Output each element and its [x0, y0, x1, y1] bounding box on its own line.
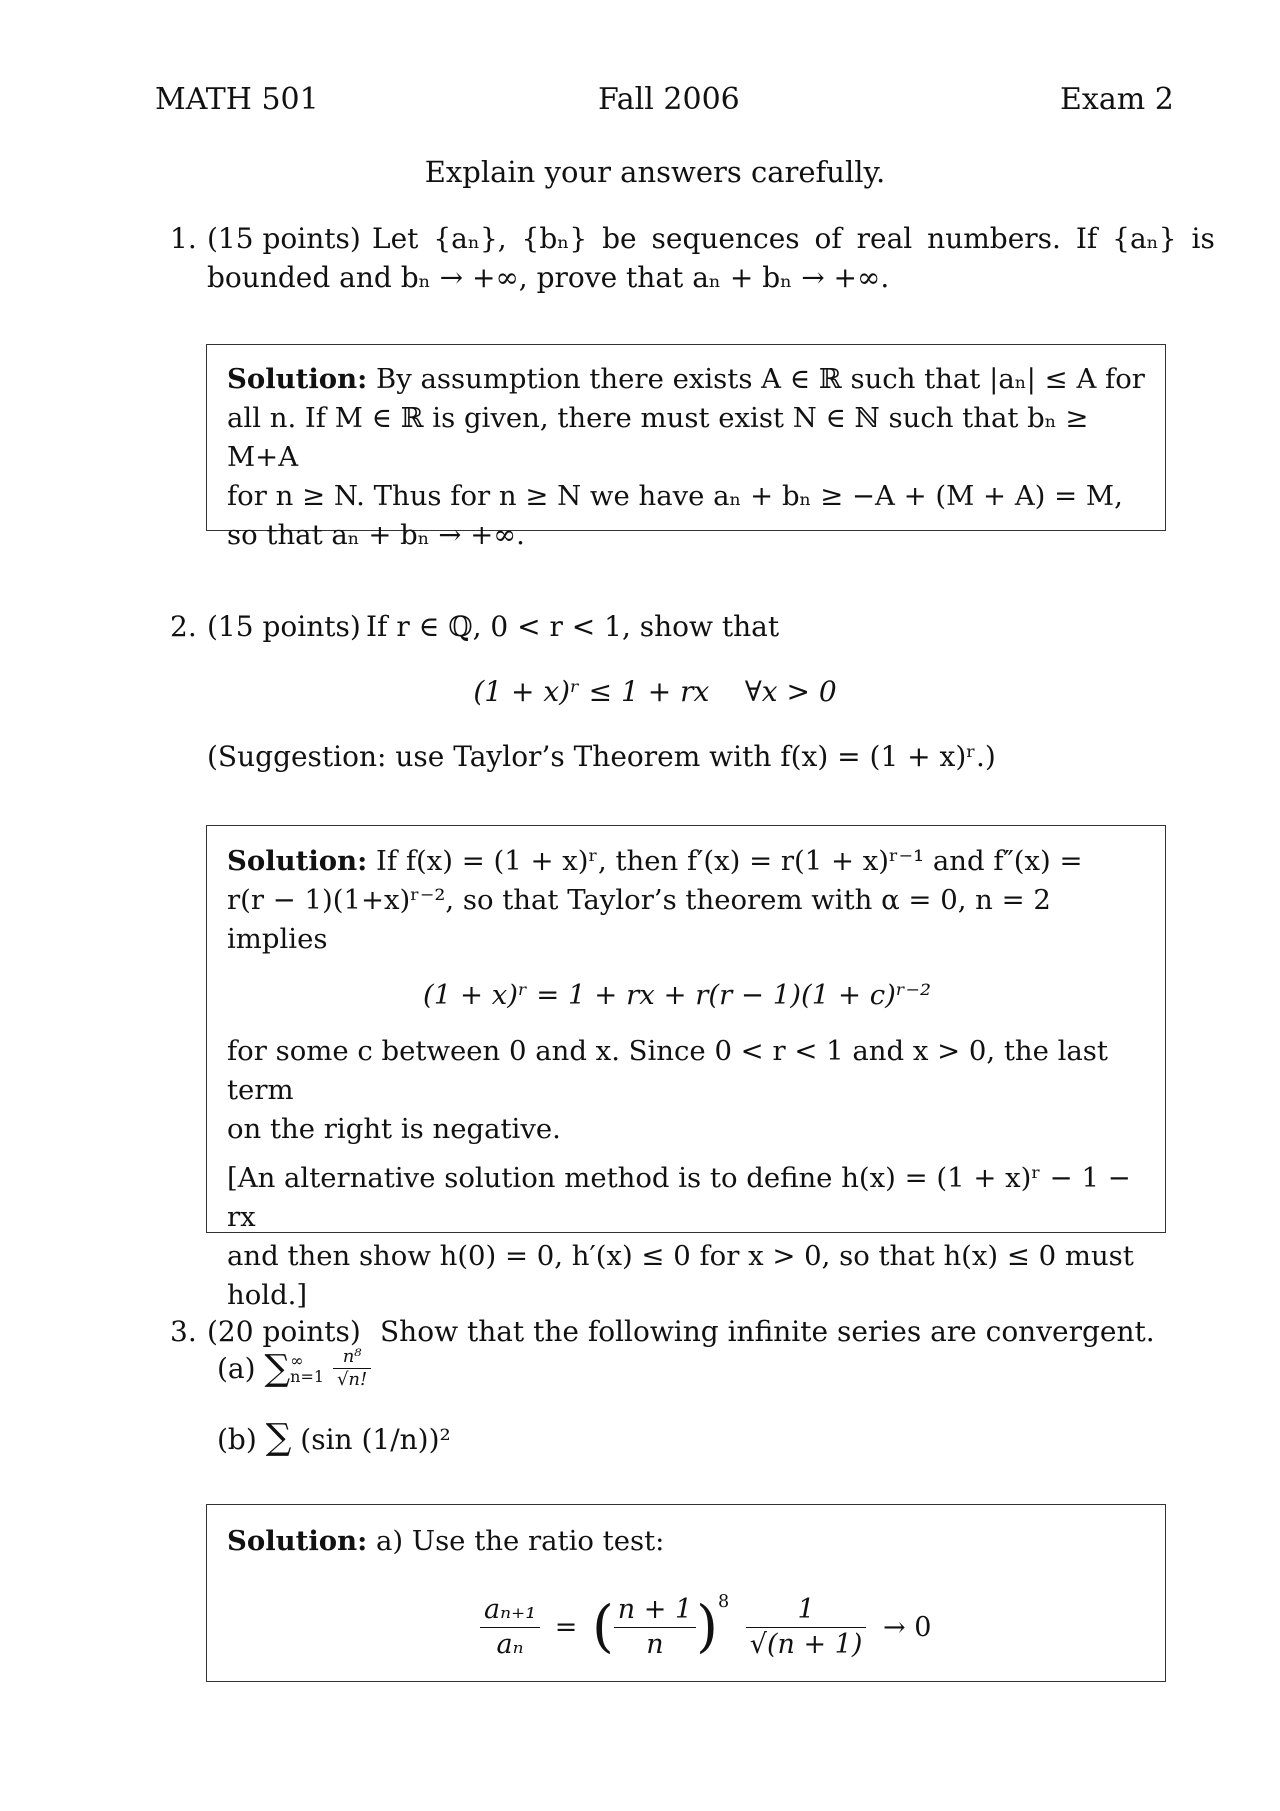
alternative-line: hold.]	[227, 1279, 308, 1311]
part-a-limits: n=1	[290, 1366, 325, 1386]
alternative-line: and then show h(0) = 0, h′(x) ≤ 0 for x > 0, so that h(x) ≤ 0 must	[227, 1240, 1134, 1272]
problem-1-solution	[227, 360, 1147, 555]
solution-line: By assumption there exists A ∈ ℝ such that |aₙ| ≤ A for	[376, 363, 1145, 395]
ratio-right-numerator: 1	[746, 1593, 867, 1628]
problem-1-line1: Let {aₙ}, {bₙ} be sequences of real numbers. If {aₙ} is	[372, 222, 1215, 255]
ratio-numerator: aₙ₊₁	[480, 1593, 540, 1628]
part-b-expression: (sin (1/n))²	[300, 1423, 451, 1456]
ratio-middle-numerator: n + 1	[614, 1593, 696, 1628]
solution-label: Solution:	[227, 363, 368, 395]
part-a-label: (a)	[217, 1352, 256, 1385]
solution-line: If f(x) = (1 + x)ʳ, then f′(x) = r(1 + x)ʳ⁻¹ and f″(x) =	[376, 845, 1083, 877]
problem-2-suggestion: (Suggestion: use Taylor’s Theorem with f(x) = (1 + x)ʳ.)	[207, 740, 996, 773]
problem-3-solution	[227, 1522, 1147, 1561]
solution-label: Solution:	[227, 1525, 368, 1557]
alternative-line: [An alternative solution method is to define h(x) = (1 + x)ʳ − 1 − rx	[227, 1162, 1131, 1233]
ratio-test-equation: $\frac{\text{aₙ₊₁}}{\text{aₙ}}$ = ( $\frac{n + 1}{n}$ )$^8$ $\frac{1}{√(n + 1)}$ → 0	[480, 1585, 931, 1662]
solution-line: r(r − 1)(1+x)ʳ⁻², so that Taylor’s theorem with α = 0, n = 2 implies	[227, 884, 1051, 955]
exam-label: Exam 2	[1060, 82, 1174, 117]
problem-2-solution	[227, 842, 1147, 1315]
part-a: (a) ∑ ∞ n=1 $\frac{\text{n⁸}}{√n!}$	[217, 1346, 371, 1406]
part-a-fraction	[333, 1346, 371, 1391]
solution-label: Solution:	[227, 845, 368, 877]
ratio-right-denominator: √(n + 1)	[749, 1629, 863, 1660]
ratio-left	[480, 1593, 540, 1662]
part-b: (b) ∑ (sin (1/n))²	[217, 1417, 451, 1458]
ratio-right	[746, 1593, 867, 1662]
problem-3-points: (20 points)	[207, 1315, 361, 1348]
problem-3-line1: Show that the following infinite series are convergent.	[380, 1315, 1155, 1348]
term-label: Fall 2006	[598, 82, 740, 117]
solution-intro: a) Use the ratio test:	[376, 1525, 665, 1557]
problem-1-line2: bounded and bₙ → +∞, prove that aₙ + bₙ → +∞.	[207, 261, 890, 294]
ratio-exponent: 8	[718, 1592, 730, 1612]
problem-2-line1: If r ∈ ℚ, 0 < r < 1, show that	[366, 610, 780, 643]
course-label: MATH 501	[155, 82, 319, 117]
problem-2-display: (1 + x)ʳ ≤ 1 + rx ∀x > 0	[473, 675, 837, 708]
solution-line: for some c between 0 and x. Since 0 < r < 1 and x > 0, the last term	[227, 1035, 1108, 1106]
part-a-denominator: √n!	[336, 1369, 368, 1390]
ratio-denominator: aₙ	[496, 1629, 524, 1660]
part-a-numerator: n⁸	[333, 1346, 371, 1369]
instructions: Explain your answers carefully.	[424, 155, 886, 189]
ratio-middle-denominator: n	[646, 1629, 664, 1660]
ratio-middle	[614, 1593, 696, 1662]
solution-line: for n ≥ N. Thus for n ≥ N we have aₙ + bₙ ≥ −A + (M + A) = M,	[227, 480, 1123, 512]
solution-line: on the right is negative.	[227, 1113, 561, 1145]
part-b-label: (b)	[217, 1423, 257, 1456]
problem-2-points: (15 points)	[207, 610, 361, 643]
problem-1-number: 1.	[170, 222, 197, 255]
ratio-limit: → 0	[883, 1611, 932, 1643]
problem-3-number: 3.	[170, 1315, 197, 1348]
solution-display: (1 + x)ʳ = 1 + rx + r(r − 1)(1 + c)ʳ⁻²	[423, 979, 931, 1011]
problem-1-points: (15 points)	[207, 222, 361, 255]
problem-2-number: 2.	[170, 610, 197, 643]
solution-line: so that aₙ + bₙ → +∞.	[227, 519, 525, 551]
solution-line: all n. If M ∈ ℝ is given, there must exist N ∈ ℕ such that bₙ ≥ M+A	[227, 402, 1089, 473]
